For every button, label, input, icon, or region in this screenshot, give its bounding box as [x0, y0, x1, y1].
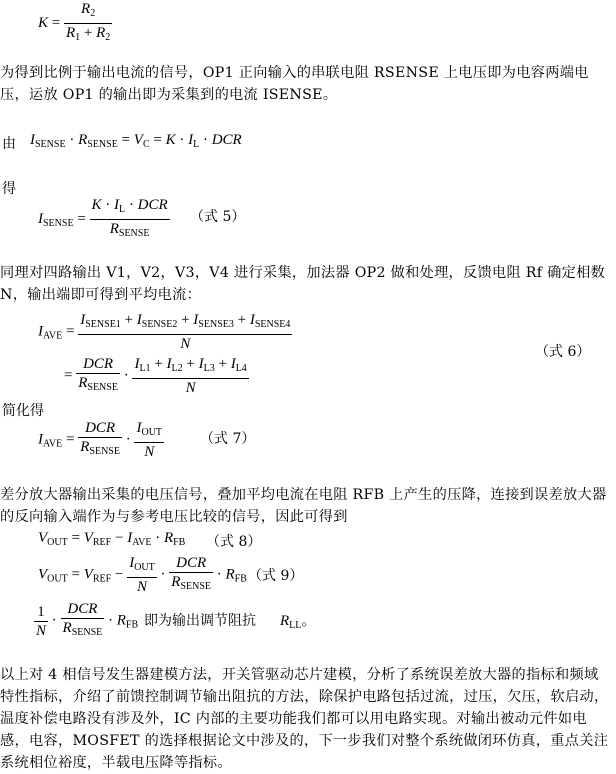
rll-expression: $\frac{1}{N}$ · $\frac{\text{DCR}}{R_{SENSE}}$ · $R_{FB}$ — [36, 601, 139, 639]
equation-6-line-2: = $\frac{\text{DCR}}{R_{SENSE}}$ · $\frac{I_{L1} + I_{L2} + I_{L3} + I_{L4}}{N}$ — [64, 356, 247, 396]
paragraph-diff-amp: 差分放大器输出采集的电压信号，叠加平均电流在电阻 RFB 上产生的压降，连接到误差放大器的反向输入端作为与参考电压比较的信号，因此可得到 — [0, 487, 607, 525]
equation-7-label: （式 7） — [200, 431, 256, 447]
equation-7: $I_{AVE}$ = $\frac{\text{DCR}}{R_{SENSE}}$ · $\frac{I_{OUT}}{N}$ — [38, 420, 163, 460]
rll-symbol: $R_{LL}$。 — [280, 613, 317, 631]
equation-9: $V_{OUT} = V_{REF}$ − $\frac{I_{OUT}}{N}$ · $\frac{\text{DCR}}{R_{SENSE}}$ · $R_{FB}$ — [38, 555, 247, 595]
equation-5-label: （式 5） — [190, 209, 246, 225]
equation-6-label: （式 6） — [535, 344, 591, 360]
get-label: 得 — [2, 181, 16, 197]
paragraph-four-phase: 同理对四路输出 V1，V2，V3，V4 进行采集，加法器 OP2 做和处理，反馈电阻 Rf 确定相数 N，输出端即可得到平均电流： — [0, 265, 606, 303]
equation-8-label: （式 8） — [206, 534, 262, 550]
paragraph-sense-resistor: 为得到比例于输出电流的信号，OP1 正向输入的串联电阻 RSENSE 上电压即为电容两端电压，运放 OP1 的输出即为采集到的电流 ISENSE。 — [0, 65, 589, 103]
k-formula: K = $\frac{R_2}{R_1 + R_2}$ — [38, 1, 111, 43]
equation-5: $I_{SENSE}$ = $\frac{K \cdot I_L \cdot DCR}{R_{SENSE}}$ — [38, 197, 168, 239]
isense-equation: $I_{SENSE} \cdot R_{SENSE} = V_C = K \cdot I_L$ · DCR — [30, 132, 242, 150]
rll-description: 即为输出调节阻抗 — [144, 613, 256, 629]
equation-9-label: （式 9） — [248, 568, 304, 584]
simplify-label: 简化得 — [2, 403, 44, 419]
paragraph-summary: 以上对 4 相信号发生器建模方法，开关管驱动芯片建模，分析了系统误差放大器的指标和频域特性指标，介绍了前馈控制调节输出阻抗的方法，除保护电路包括过流，过压，欠压，软启动，温度补偿电路没有涉及外，IC 内部的主要功能我们都可以用电路实现。对输出被动元件如电感，电容，MOSFET 的选择根据论文中涉及的，下一步我们对整个系统做闭环仿真，重点关注系统相位裕度，半载电压降等指标。 — [0, 667, 609, 771]
equation-8: $V_{OUT} = V_{REF} - I_{AVE} \cdot R_{FB}$ — [38, 530, 186, 548]
equation-6-line-1: $I_{AVE}$ = $\frac{I_{SENSE1} + I_{SENSE2} + I_{SENSE3} + I_{SENSE4}}{N}$ — [38, 312, 291, 352]
by-label: 由 — [2, 136, 16, 152]
